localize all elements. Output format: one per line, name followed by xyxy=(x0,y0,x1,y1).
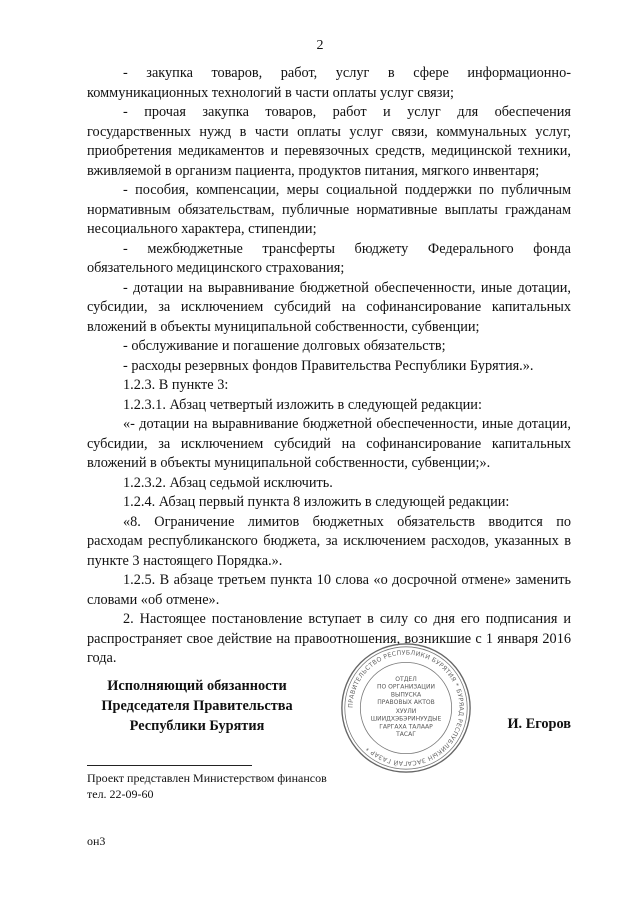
paragraph: 1.2.4. Абзац первый пункта 8 изложить в следующей редакции: xyxy=(123,494,510,510)
page-number: 2 xyxy=(316,38,324,53)
stamp-center-line: ПРАВОВЫХ АКТОВ xyxy=(377,699,435,707)
stamp-center-line: ХУУЛИ xyxy=(395,707,417,715)
document-body xyxy=(87,64,571,669)
paragraph: - дотации на выравнивание бюджетной обеспеченности, иные дотации, субсидии, за исключением субсидий на софинансирование капитальных вложений в объекты муниципальной собственности, субвенции; xyxy=(87,279,571,335)
paragraph: 1.2.3.1. Абзац четвертый изложить в следующей редакции: xyxy=(123,396,482,413)
paragraph: - обслуживание и погашение долговых обязательств; xyxy=(123,338,446,354)
stamp-center-line: ОТДЕЛ xyxy=(395,675,417,683)
official-stamp xyxy=(338,640,474,776)
paragraph: - закупка товаров, работ, услуг в сфере информационно-коммуникационных технологий в части оплаты услуг связи; xyxy=(87,65,571,101)
paragraph: - прочая закупка товаров, работ и услуг для обеспечения государственных нужд в части оплаты услуг связи, коммунальных услуг, приобретения медикаментов и перевязочных средств, медицинской техники, вживляемой в организм пациента, продуктов питания, мягкого инвентаря; xyxy=(87,104,571,179)
footnote-line: тел. 22-09-60 xyxy=(87,787,154,801)
signatory-title xyxy=(87,676,307,736)
signatory-title-line: Председателя Правительства xyxy=(101,698,293,714)
paragraph: 1.2.5. В абзаце третьем пункта 10 слова «о досрочной отмене» заменить словами «об отмене». xyxy=(87,572,571,608)
paragraph: - пособия, компенсации, меры социальной поддержки по публичным нормативным обязательствам, публичные нормативные выплаты гражданам несоциального характера, стипендии; xyxy=(87,182,571,237)
stamp-center-line: ШИИДХЭБЭРИНУУДЫЕ xyxy=(370,715,442,723)
paragraph: «- дотации на выравнивание бюджетной обеспеченности, иные дотации, субсидии, за исключением субсидий на софинансирование капитальных вложений в объекты муниципальной собственности, субвенции;». xyxy=(87,416,571,471)
paragraph: 2. Настоящее постановление вступает в силу со дня его подписания и распространяет свое действие на правоотношения, возникшие с 1 января 2016 года. xyxy=(87,611,571,666)
paragraph: 1.2.3.2. Абзац седьмой исключить. xyxy=(123,474,333,491)
stamp-center-line: ГАРГАХА ТАЛААР xyxy=(379,723,433,731)
footnote-divider xyxy=(87,765,252,766)
signature-block xyxy=(87,649,571,767)
stamp-center-line: ПО ОРГАНИЗАЦИИ xyxy=(377,683,435,691)
signatory-title-line: Республики Бурятия xyxy=(129,718,265,734)
paragraph: «8. Ограничение лимитов бюджетных обязательств вводится по расходам республиканского бюджета, за исключением расходов, указанных в пункте 3 настоящего Порядка.». xyxy=(87,513,571,569)
footnote xyxy=(87,770,327,802)
stamp-center-line: ТАСАГ xyxy=(396,731,416,739)
signatory-title-line: Исполняющий обязанности xyxy=(107,678,287,694)
stamp-center-line: ВЫПУСКА xyxy=(390,691,422,699)
paragraph: - расходы резервных фондов Правительства Республики Бурятия.». xyxy=(123,357,534,374)
footnote-line: Проект представлен Министерством финансов xyxy=(87,771,327,785)
document-code: он3 xyxy=(87,834,106,848)
signatory-name: И. Егоров xyxy=(507,716,571,732)
stamp-ring-text: ПРАВИТЕЛЬСТВО РЕСПУБЛИКИ БУРЯТИЯ * БУРЯАД РЕСПУБЛИКЫН ЗАСАГАЙ ГАЗАР * xyxy=(347,649,465,767)
paragraph: - межбюджетные трансферты бюджету Федерального фонда обязательного медицинского страхования; xyxy=(87,240,571,276)
paragraph: 1.2.3. В пункте 3: xyxy=(123,377,229,393)
